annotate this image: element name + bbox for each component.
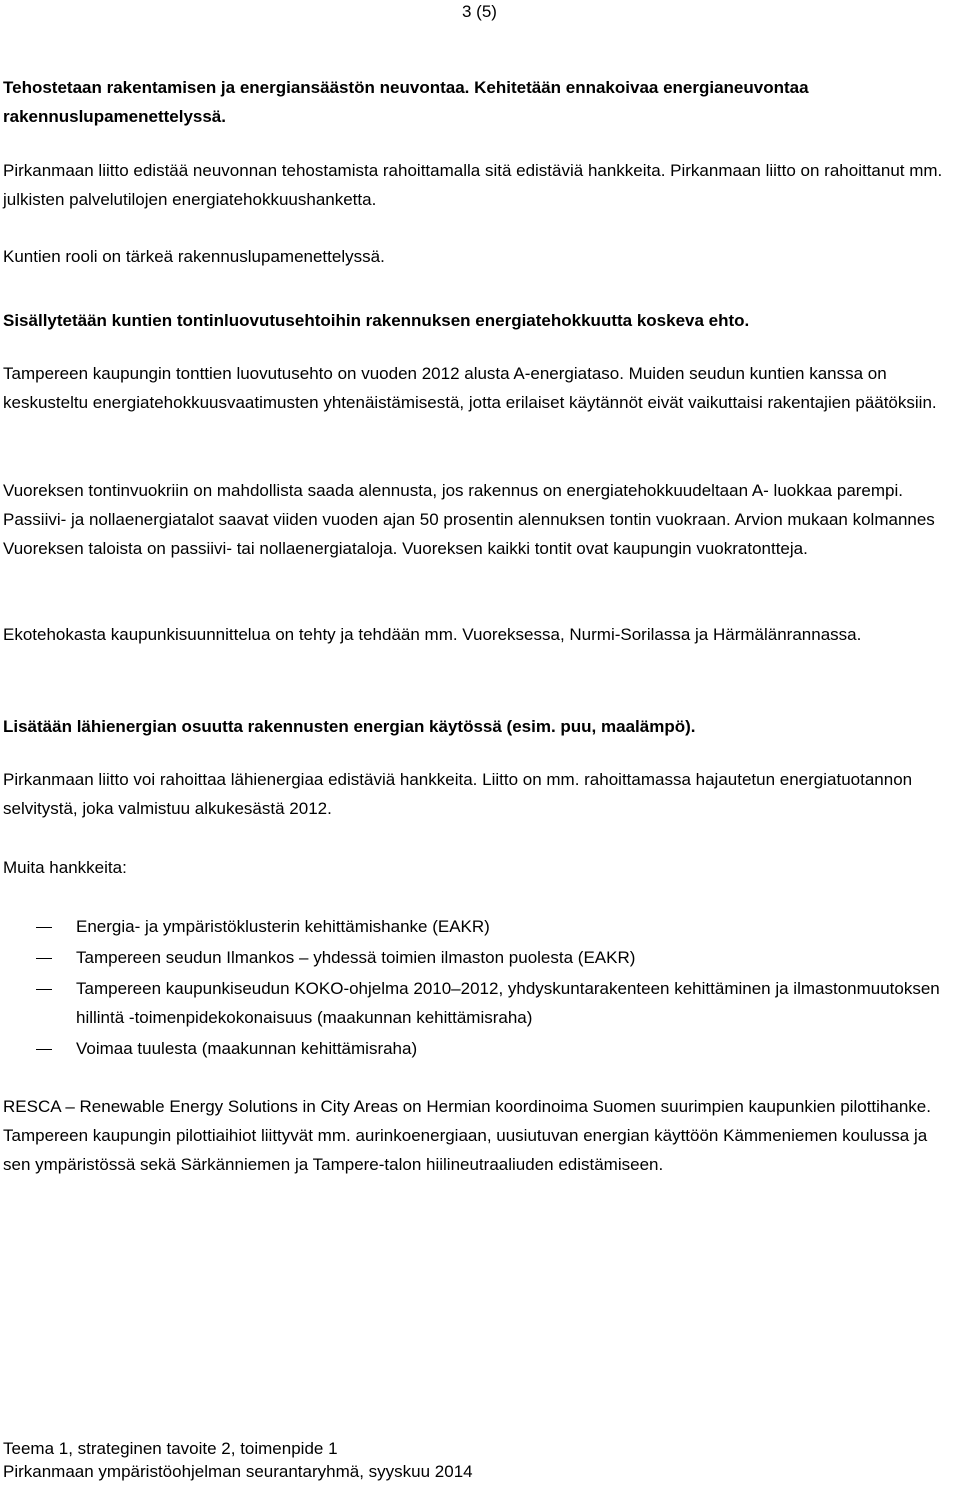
paragraph-vuores-rent: Vuoreksen tontinvuokriin on mahdollista saada alennusta, jos rakennus on energiatehokkuudeltaan A- luokkaa parempi. Passiivi- ja nollaenergiatalot saavat viiden vuoden ajan 50 prosentin alennuksen tontin vuokraan. Arvion mukaan kolmannes Vuoreksen taloista on passiivi- tai nollaenergiataloja. Vuoreksen kaikki tontit ovat kaupungin vuokratontteja. <box>3 481 935 558</box>
dash-bullet-icon <box>36 958 52 959</box>
list-item <box>3 912 959 941</box>
dash-bullet-icon <box>36 989 52 990</box>
section-heading-local-energy: Lisätään lähienergian osuutta rakennusten energian käytössä (esim. puu, maalämpö). <box>3 717 696 736</box>
list-item-text: Tampereen seudun Ilmankos – yhdessä toimien ilmaston puolesta (EAKR) <box>76 948 636 967</box>
paragraph-eco-planning: Ekotehokasta kaupunkisuunnittelua on tehty ja tehdään mm. Vuoreksessa, Nurmi-Sorilassa ja Härmälänrannassa. <box>3 625 862 644</box>
list-item <box>3 943 959 972</box>
section-heading-plot-terms: Sisällytetään kuntien tontinluovutusehtoihin rakennuksen energiatehokkuutta koskeva ehto. <box>3 311 750 330</box>
page-footer <box>3 1437 473 1483</box>
page-number: 3 (5) <box>462 2 497 21</box>
list-item <box>3 974 959 1032</box>
section-heading-advice: Tehostetaan rakentamisen ja energiansäästön neuvontaa. Kehitetään ennakoivaa energianeuvontaa rakennuslupamenettelyssä. <box>3 78 809 126</box>
dash-bullet-icon <box>36 1049 52 1050</box>
paragraph-local-energy-funding: Pirkanmaan liitto voi rahoittaa lähienergiaa edistäviä hankkeita. Liitto on mm. rahoittamassa hajautetun energiatuotannon selvitystä, joka valmistuu alkukesästä 2012. <box>3 770 913 818</box>
list-item-text: Tampereen kaupunkiseudun KOKO-ohjelma 2010–2012, yhdyskuntarakenteen kehittäminen ja ilmastonmuutoksen hillintä -toimenpidekokonaisuus (maakunnan kehittämisraha) <box>76 979 940 1027</box>
footer-line-theme: Teema 1, strateginen tavoite 2, toimenpide 1 <box>3 1439 338 1458</box>
dash-bullet-icon <box>36 927 52 928</box>
list-item-text: Energia- ja ympäristöklusterin kehittämishanke (EAKR) <box>76 917 490 936</box>
footer-line-group: Pirkanmaan ympäristöohjelman seurantaryhmä, syyskuu 2014 <box>3 1462 473 1481</box>
paragraph-other-projects-label: Muita hankkeita: <box>3 858 127 877</box>
paragraph-municipal-role: Kuntien rooli on tärkeä rakennuslupamenettelyssä. <box>3 247 385 266</box>
list-item <box>3 1034 959 1063</box>
paragraph-resca: RESCA – Renewable Energy Solutions in City Areas on Hermian koordinoima Suomen suurimpien kaupunkien pilottihanke. Tampereen kaupungin pilottiaihiot liittyvät mm. aurinkoenergiaan, uusiutuvan energian käyttöön Kämmeniemen koulussa ja sen ympäristössä sekä Särkänniemen ja Tampere-talon hiilineutraaliuden edistämiseen. <box>3 1097 931 1174</box>
list-item-text: Voimaa tuulesta (maakunnan kehittämisraha) <box>76 1039 418 1058</box>
paragraph-advice-funding: Pirkanmaan liitto edistää neuvonnan tehostamista rahoittamalla sitä edistäviä hankkeita. Pirkanmaan liitto on rahoittanut mm. julkisten palvelutilojen energiatehokkuushanketta. <box>3 161 943 209</box>
paragraph-tampere-plots: Tampereen kaupungin tonttien luovutusehto on vuoden 2012 alusta A-energiataso. Muiden seudun kuntien kanssa on keskusteltu energiatehokkuusvaatimusten yhtenäistämisestä, jotta erilaiset käytännöt eivät vaikuttaisi rakentajien päätöksiin. <box>3 364 937 412</box>
projects-list <box>3 912 959 1065</box>
